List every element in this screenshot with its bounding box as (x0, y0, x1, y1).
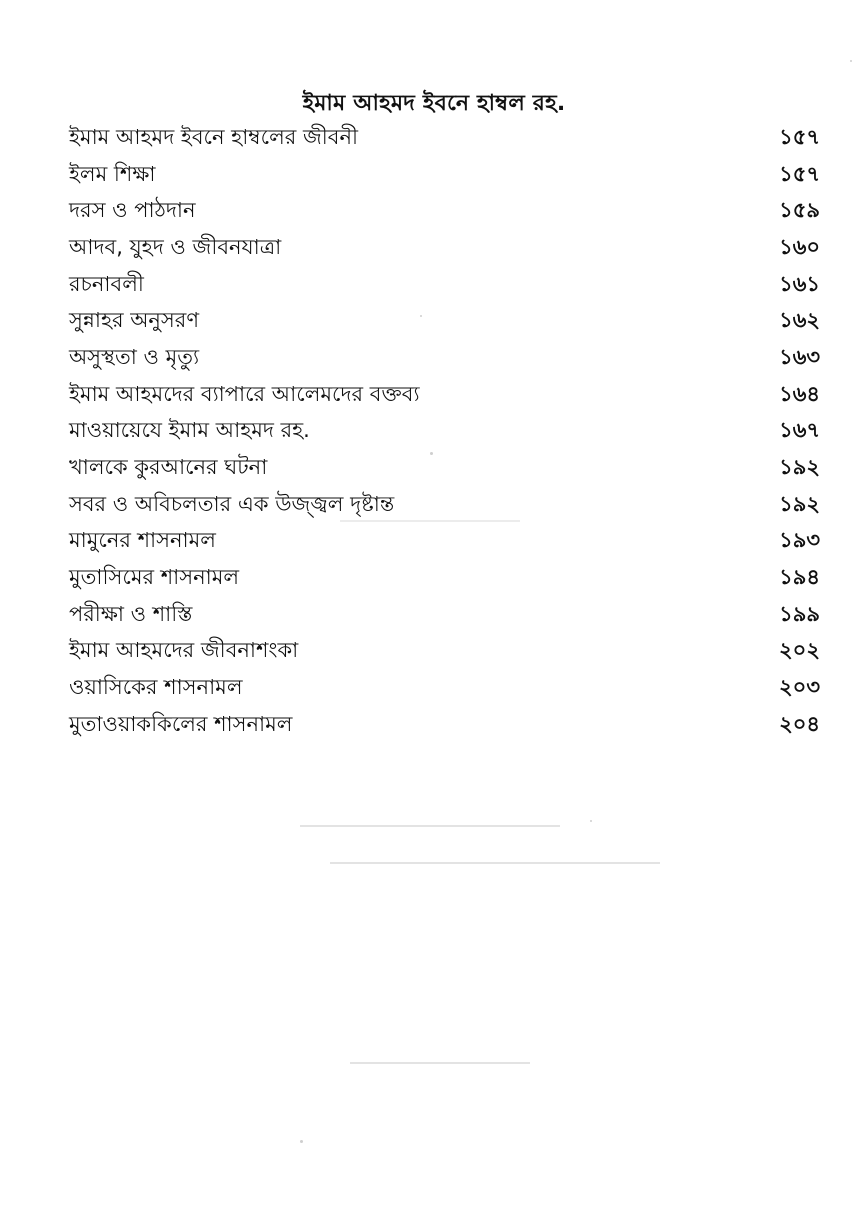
bleed-through-mark (330, 862, 660, 864)
toc-entry (69, 157, 820, 194)
toc-entry (69, 193, 820, 230)
table-of-contents (69, 120, 820, 744)
toc-entry-title: দরস ও পাঠদান (69, 198, 196, 223)
toc-entry-page: ১৯২ (779, 455, 820, 480)
toc-entry-page: ১৯৯ (779, 601, 820, 626)
scan-speck (850, 60, 852, 62)
toc-entry (69, 597, 820, 634)
toc-entry-page: ১৫৯ (779, 198, 820, 223)
toc-entry-title: অসুস্থতা ও মৃত্যু (69, 344, 200, 369)
toc-entry-title: আদব, যুহদ ও জীবনযাত্রা (69, 234, 282, 259)
toc-entry-title: মুতাসিমের শাসনামল (69, 565, 240, 590)
toc-entry (69, 414, 820, 451)
bleed-through-mark (340, 520, 520, 522)
toc-entry-title: খালকে কুরআনের ঘটনা (69, 455, 268, 480)
toc-entry-title: মামুনের শাসনামল (69, 528, 216, 553)
scan-speck (430, 452, 433, 455)
toc-entry (69, 303, 820, 340)
toc-entry-page: ২০৩ (779, 675, 820, 700)
toc-entry (69, 267, 820, 304)
toc-entry (69, 487, 820, 524)
toc-entry-title: মুতাওয়াককিলের শাসনামল (69, 711, 293, 736)
toc-entry-title: সবর ও অবিচলতার এক উজ্জ্বল দৃষ্টান্ত (69, 491, 395, 516)
toc-entry-page: ২০২ (779, 638, 820, 663)
toc-entry-page: ১৬০ (779, 234, 820, 259)
toc-entry-title: ইলম শিক্ষা (69, 161, 156, 186)
toc-entry-title: ইমাম আহমদের ব্যাপারে আলেমদের বক্তব্য (69, 381, 420, 406)
toc-entry-title: রচনাবলী (69, 271, 144, 296)
toc-entry-page: ১৫৭ (779, 124, 820, 149)
toc-entry (69, 634, 820, 671)
toc-entry-title: ইমাম আহমদের জীবনাশংকা (69, 638, 299, 663)
toc-entry-title: পরীক্ষা ও শাস্তি (69, 601, 193, 626)
toc-entry (69, 560, 820, 597)
toc-entry-page: ১৫৭ (779, 161, 820, 186)
toc-entry-title: ওয়াসিকের শাসনামল (69, 675, 243, 700)
toc-entry-page: ১৬৩ (779, 344, 820, 369)
bleed-through-mark (350, 1062, 530, 1064)
toc-entry (69, 377, 820, 414)
toc-entry (69, 524, 820, 561)
toc-entry-page: ১৯২ (779, 491, 820, 516)
toc-entry-page: ১৬৪ (779, 381, 820, 406)
toc-entry (69, 670, 820, 707)
toc-entry-title: সুন্নাহর অনুসরণ (69, 308, 200, 333)
bleed-through-mark (300, 825, 560, 827)
toc-entry (69, 230, 820, 267)
toc-entry (69, 340, 820, 377)
toc-entry-page: ১৬৭ (779, 418, 820, 443)
toc-entry-page: ১৬১ (779, 271, 820, 296)
toc-entry-page: ১৯৪ (779, 565, 820, 590)
toc-entry-page: ১৯৩ (779, 528, 820, 553)
toc-entry-page: ২০৪ (779, 711, 820, 736)
scan-speck (590, 820, 592, 822)
toc-entry-page: ১৬২ (779, 308, 820, 333)
section-title: ইমাম আহমদ ইবনে হাম্বল রহ. (302, 91, 566, 116)
scan-speck (420, 315, 422, 317)
toc-entry-title: ইমাম আহমদ ইবনে হাম্বলের জীবনী (69, 124, 358, 149)
toc-entry (69, 450, 820, 487)
toc-entry (69, 120, 820, 157)
scan-speck (300, 1140, 303, 1143)
toc-entry (69, 707, 820, 744)
toc-entry-title: মাওয়ায়েযে ইমাম আহমদ রহ. (69, 418, 310, 443)
